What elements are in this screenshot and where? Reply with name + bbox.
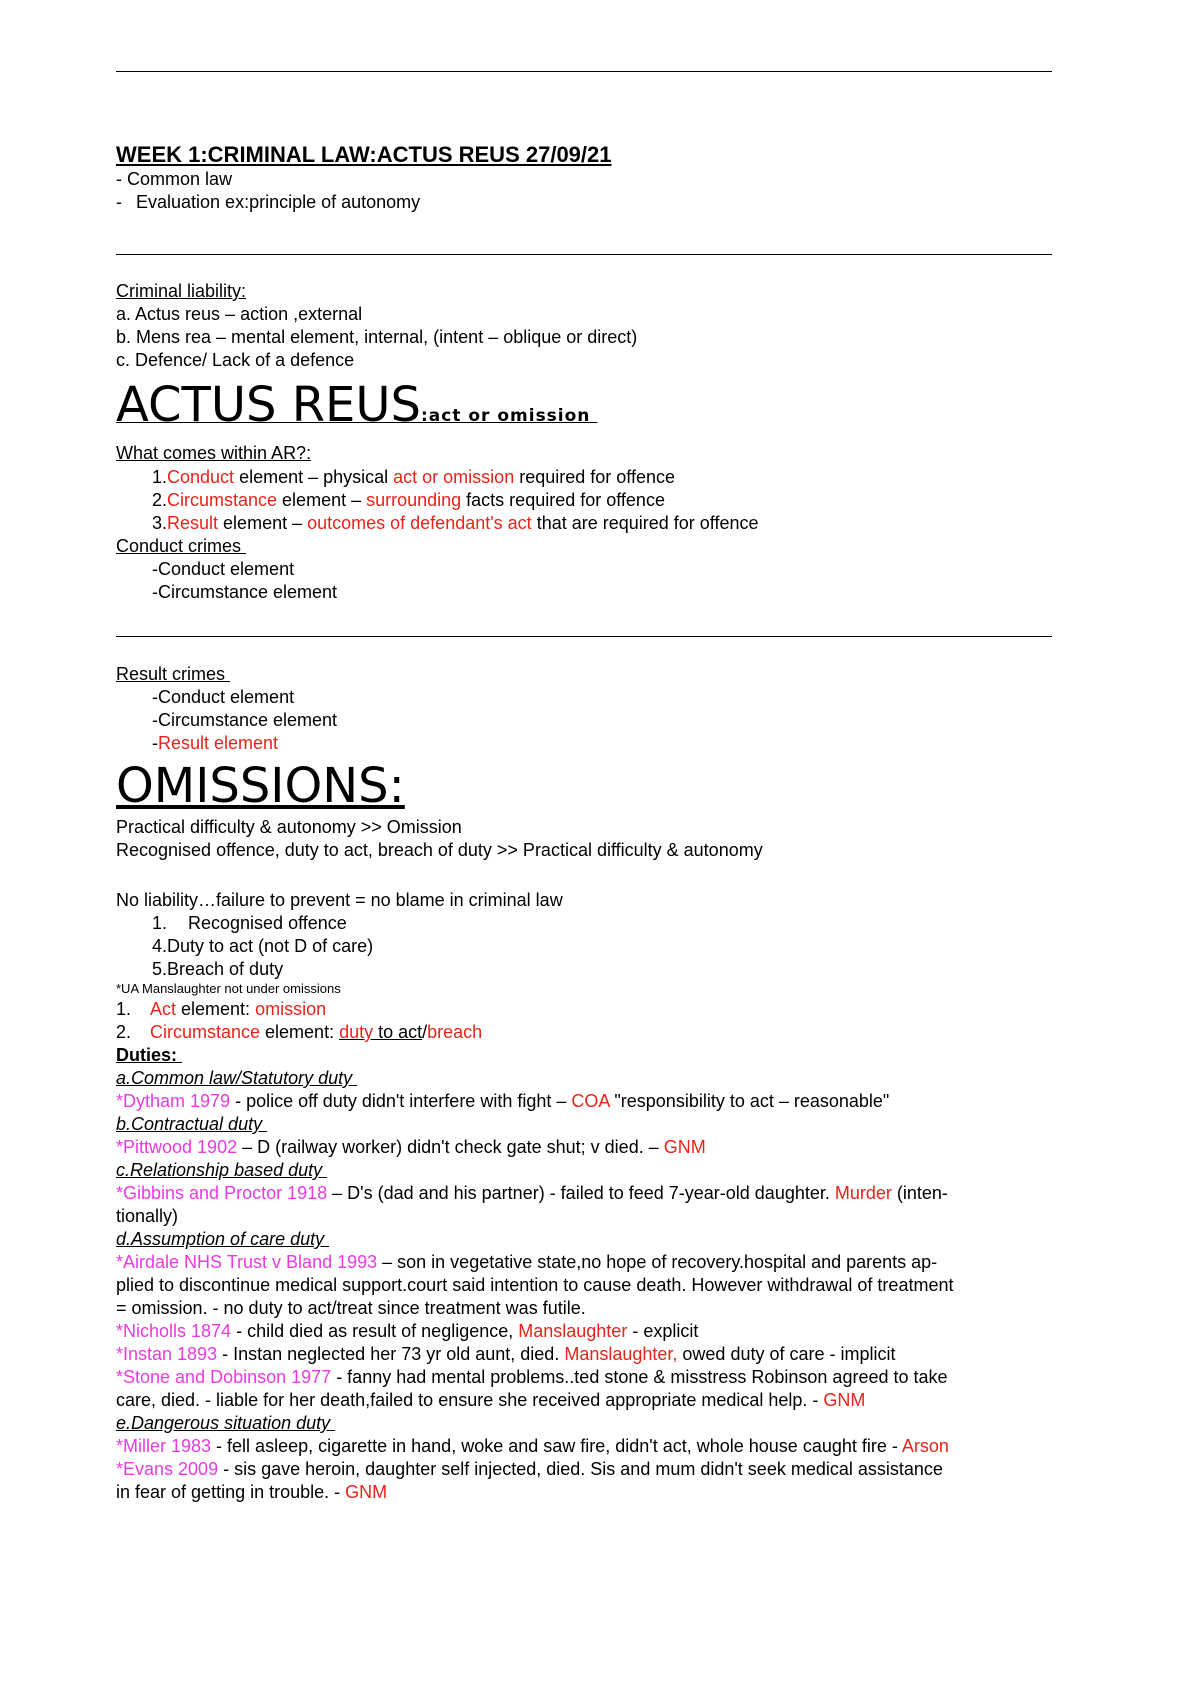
duty-a-heading bbox=[116, 1067, 357, 1089]
item-text: that are required for offence bbox=[531, 513, 759, 533]
bullet-text: Evaluation ex:principle of autonomy bbox=[136, 192, 421, 212]
case-miller bbox=[116, 1435, 949, 1457]
circumstance-element: -Circumstance element bbox=[152, 582, 338, 602]
duty-e-heading bbox=[116, 1412, 335, 1434]
item-keyword: Result bbox=[167, 513, 219, 533]
item-keyword: omission bbox=[255, 999, 327, 1019]
case-text: care, died. - liable for her death,failed to ensure she received appropriate medical help. - bbox=[116, 1390, 824, 1410]
omissions-element-1 bbox=[116, 998, 326, 1020]
omissions-line-3: No liability…failure to prevent = no blame in criminal law bbox=[116, 890, 563, 910]
duty-label: b.Contractual duty bbox=[116, 1114, 263, 1134]
duties-heading bbox=[116, 1044, 182, 1066]
actus-reus-big: ACTUS REUS bbox=[116, 377, 421, 433]
result-circumstance-element: -Circumstance element bbox=[152, 710, 338, 730]
item-text: element: bbox=[176, 999, 256, 1019]
omissions-element-2 bbox=[116, 1021, 482, 1043]
case-keyword: Murder bbox=[834, 1183, 892, 1203]
ar-item-3 bbox=[152, 512, 759, 534]
item-text: element – bbox=[277, 490, 367, 510]
result-keyword: Result element bbox=[158, 733, 279, 753]
duty-label: c.Relationship based duty bbox=[116, 1160, 323, 1180]
bullet-dash: - bbox=[116, 192, 122, 212]
item-text: to act bbox=[373, 1022, 423, 1042]
omissions-numbered-4: 4.Duty to act (not D of care) bbox=[152, 936, 374, 956]
duty-b-heading bbox=[116, 1113, 267, 1135]
item-text: element: bbox=[260, 1022, 340, 1042]
case-text: (inten- bbox=[891, 1183, 948, 1203]
omissions-heading: OMISSIONS: bbox=[116, 758, 405, 814]
case-nicholls bbox=[116, 1320, 698, 1342]
omissions-line-2: Recognised offence, duty to act, breach of duty >> Practical difficulty & autonomy bbox=[116, 840, 763, 860]
case-text: - explicit bbox=[627, 1321, 699, 1341]
duties-label: Duties: bbox=[116, 1045, 178, 1065]
omissions-line-1: Practical difficulty & autonomy >> Omission bbox=[116, 817, 462, 837]
item-text: required for offence bbox=[514, 467, 675, 487]
liability-b: b. Mens rea – mental element, internal, (intent – oblique or direct) bbox=[116, 327, 638, 347]
item-number: 1. bbox=[152, 913, 168, 933]
bullet-evaluation bbox=[116, 191, 420, 213]
case-text: owed duty of care - implicit bbox=[677, 1344, 896, 1364]
item-text: element – bbox=[218, 513, 308, 533]
case-text: - child died as result of negligence, bbox=[231, 1321, 519, 1341]
result-dash: - bbox=[152, 733, 158, 753]
liability-a: a. Actus reus – action ,external bbox=[116, 304, 363, 324]
case-airdale-cont-2: = omission. - no duty to act/treat since treatment was futile. bbox=[116, 1298, 586, 1318]
case-evans bbox=[116, 1458, 943, 1480]
bullet-common-law: - Common law bbox=[116, 169, 233, 189]
case-stone bbox=[116, 1366, 948, 1388]
conduct-element: -Conduct element bbox=[152, 559, 295, 579]
item-text: element – physical bbox=[234, 467, 394, 487]
case-stone-cont bbox=[116, 1389, 865, 1411]
case-text: – D (railway worker) didn't check gate shut; v died. – bbox=[237, 1137, 664, 1157]
conduct-crimes-label: Conduct crimes bbox=[116, 536, 242, 556]
case-name: *Dytham 1979 bbox=[116, 1091, 231, 1111]
case-text: – D's (dad and his partner) - failed to feed 7-year-old daughter. bbox=[327, 1183, 835, 1203]
item-keyword: outcomes of defendant's act bbox=[307, 513, 532, 533]
result-crimes-heading bbox=[116, 663, 230, 685]
result-result-element bbox=[152, 732, 278, 754]
item-text: / bbox=[422, 1022, 428, 1042]
case-evans-cont bbox=[116, 1481, 387, 1503]
case-text: - fanny had mental problems..ted stone & misstress Robinson agreed to take bbox=[331, 1367, 948, 1387]
ar-item-2 bbox=[152, 489, 665, 511]
case-name: *Pittwood 1902 bbox=[116, 1137, 238, 1157]
case-keyword: Manslaughter, bbox=[564, 1344, 678, 1364]
liability-c: c. Defence/ Lack of a defence bbox=[116, 350, 355, 370]
item-keyword: Conduct bbox=[167, 467, 235, 487]
item-number: 1. bbox=[152, 467, 168, 487]
case-name: *Airdale NHS Trust v Bland 1993 bbox=[116, 1252, 378, 1272]
ar-question: What comes within AR?: bbox=[116, 443, 312, 463]
case-airdale bbox=[116, 1251, 937, 1273]
duty-label: a.Common law/Statutory duty bbox=[116, 1068, 353, 1088]
item-keyword: Circumstance bbox=[150, 1022, 261, 1042]
result-conduct-element: -Conduct element bbox=[152, 687, 295, 707]
horizontal-rule bbox=[116, 254, 1052, 255]
case-gibbins bbox=[116, 1182, 948, 1204]
case-text: - fell asleep, cigarette in hand, woke and saw fire, didn't act, whole house caught fire - bbox=[211, 1436, 902, 1456]
case-airdale-cont-1: plied to discontinue medical support.court said intention to cause death. However withdrawal of treatment bbox=[116, 1275, 954, 1295]
item-keyword: act or omission bbox=[393, 467, 515, 487]
item-keyword: Circumstance bbox=[167, 490, 278, 510]
omissions-numbered-1 bbox=[152, 912, 347, 934]
case-instan bbox=[116, 1343, 896, 1365]
item-number: 2. bbox=[152, 490, 168, 510]
case-keyword: GNM bbox=[345, 1482, 388, 1502]
item-keyword: Act bbox=[150, 999, 177, 1019]
case-keyword: COA bbox=[571, 1091, 610, 1111]
item-number: 1. bbox=[116, 999, 132, 1019]
duty-d-heading bbox=[116, 1228, 329, 1250]
item-keyword: duty bbox=[339, 1022, 374, 1042]
item-keyword: surrounding bbox=[366, 490, 462, 510]
case-name: *Evans 2009 bbox=[116, 1459, 219, 1479]
result-crimes-label: Result crimes bbox=[116, 664, 226, 684]
horizontal-rule bbox=[116, 71, 1052, 72]
case-text: - Instan neglected her 73 yr old aunt, died. bbox=[217, 1344, 565, 1364]
case-keyword: Manslaughter bbox=[518, 1321, 628, 1341]
case-text: "responsibility to act – reasonable" bbox=[609, 1091, 890, 1111]
item-text: Recognised offence bbox=[188, 913, 347, 933]
case-name: *Gibbins and Proctor 1918 bbox=[116, 1183, 328, 1203]
case-name: *Stone and Dobinson 1977 bbox=[116, 1367, 332, 1387]
duty-label: d.Assumption of care duty bbox=[116, 1229, 325, 1249]
case-keyword: GNM bbox=[823, 1390, 866, 1410]
case-text: – son in vegetative state,no hope of recovery.hospital and parents ap- bbox=[377, 1252, 938, 1272]
case-keyword: Arson bbox=[901, 1436, 949, 1456]
item-number: 3. bbox=[152, 513, 168, 533]
case-name: *Miller 1983 bbox=[116, 1436, 212, 1456]
conduct-crimes-heading bbox=[116, 535, 246, 557]
case-text: in fear of getting in trouble. - bbox=[116, 1482, 346, 1502]
item-number: 2. bbox=[116, 1022, 132, 1042]
omissions-numbered-5: 5.Breach of duty bbox=[152, 959, 284, 979]
case-gibbins-cont: tionally) bbox=[116, 1206, 179, 1226]
item-keyword: breach bbox=[427, 1022, 483, 1042]
criminal-liability-heading: Criminal liability: bbox=[116, 281, 247, 301]
actus-reus-sub: :act or omission bbox=[420, 406, 591, 426]
case-name: *Instan 1893 bbox=[116, 1344, 218, 1364]
case-name: *Nicholls 1874 bbox=[116, 1321, 232, 1341]
case-text: - sis gave heroin, daughter self injected, died. Sis and mum didn't seek medical assistance bbox=[218, 1459, 943, 1479]
ar-item-1 bbox=[152, 466, 675, 488]
item-text: facts required for offence bbox=[461, 490, 665, 510]
case-dytham bbox=[116, 1090, 889, 1112]
case-keyword: GNM bbox=[663, 1137, 706, 1157]
case-text: - police off duty didn't interfere with fight – bbox=[230, 1091, 572, 1111]
duty-c-heading bbox=[116, 1159, 327, 1181]
omissions-note: *UA Manslaughter not under omissions bbox=[116, 981, 341, 996]
actus-reus-heading bbox=[116, 377, 597, 444]
case-pittwood bbox=[116, 1136, 706, 1158]
horizontal-rule bbox=[116, 636, 1052, 637]
page-title: WEEK 1:CRIMINAL LAW:ACTUS REUS 27/09/21 bbox=[116, 142, 612, 167]
duty-label: e.Dangerous situation duty bbox=[116, 1413, 331, 1433]
